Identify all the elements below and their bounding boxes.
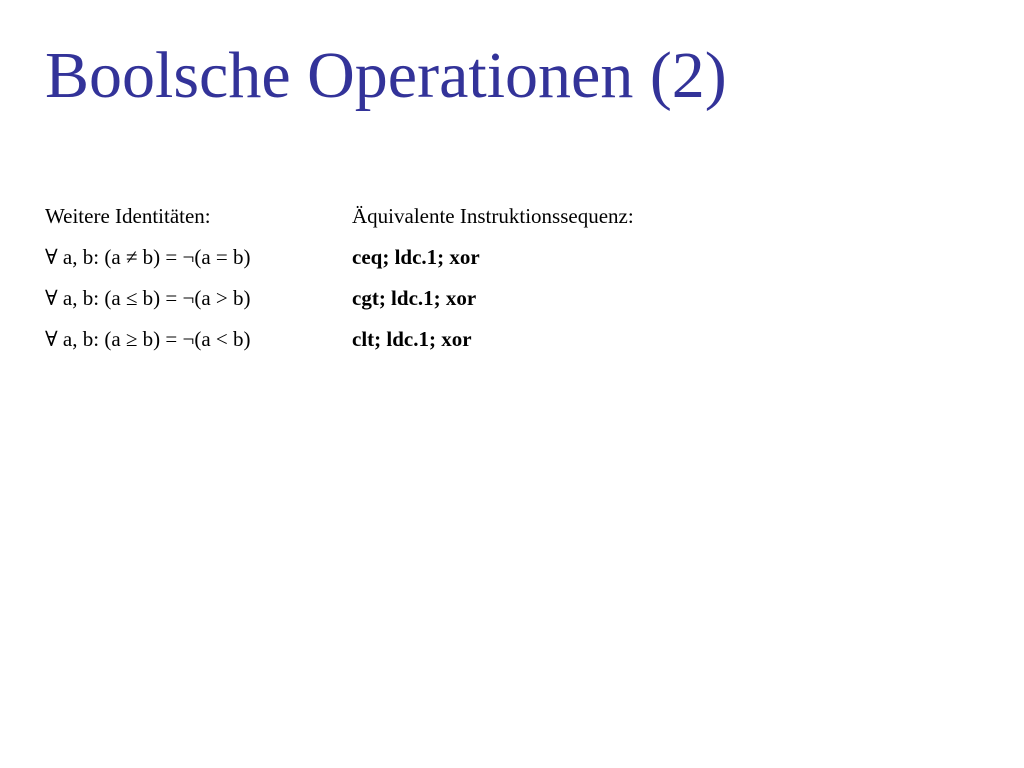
table-row (45, 284, 985, 325)
header-identities: Weitere Identitäten: (45, 204, 211, 228)
identity-less-equal: ∀ a, b: (a ≤ b) = ¬(a > b) (45, 286, 251, 310)
table-row (45, 325, 985, 366)
sequence-cgt: cgt; ldc.1; xor (352, 286, 477, 310)
table-header-row (45, 202, 985, 243)
sequence-ceq: ceq; ldc.1; xor (352, 245, 480, 269)
header-instruction-sequence: Äquivalente Instruktionssequenz: (352, 204, 634, 228)
identity-not-equal: ∀ a, b: (a ≠ b) = ¬(a = b) (45, 245, 251, 269)
sequence-clt: clt; ldc.1; xor (352, 327, 472, 351)
identity-greater-equal: ∀ a, b: (a ≥ b) = ¬(a < b) (45, 327, 251, 351)
identity-table (45, 202, 985, 366)
table-row (45, 243, 985, 284)
slide-title: Boolsche Operationen (2) (45, 39, 727, 112)
